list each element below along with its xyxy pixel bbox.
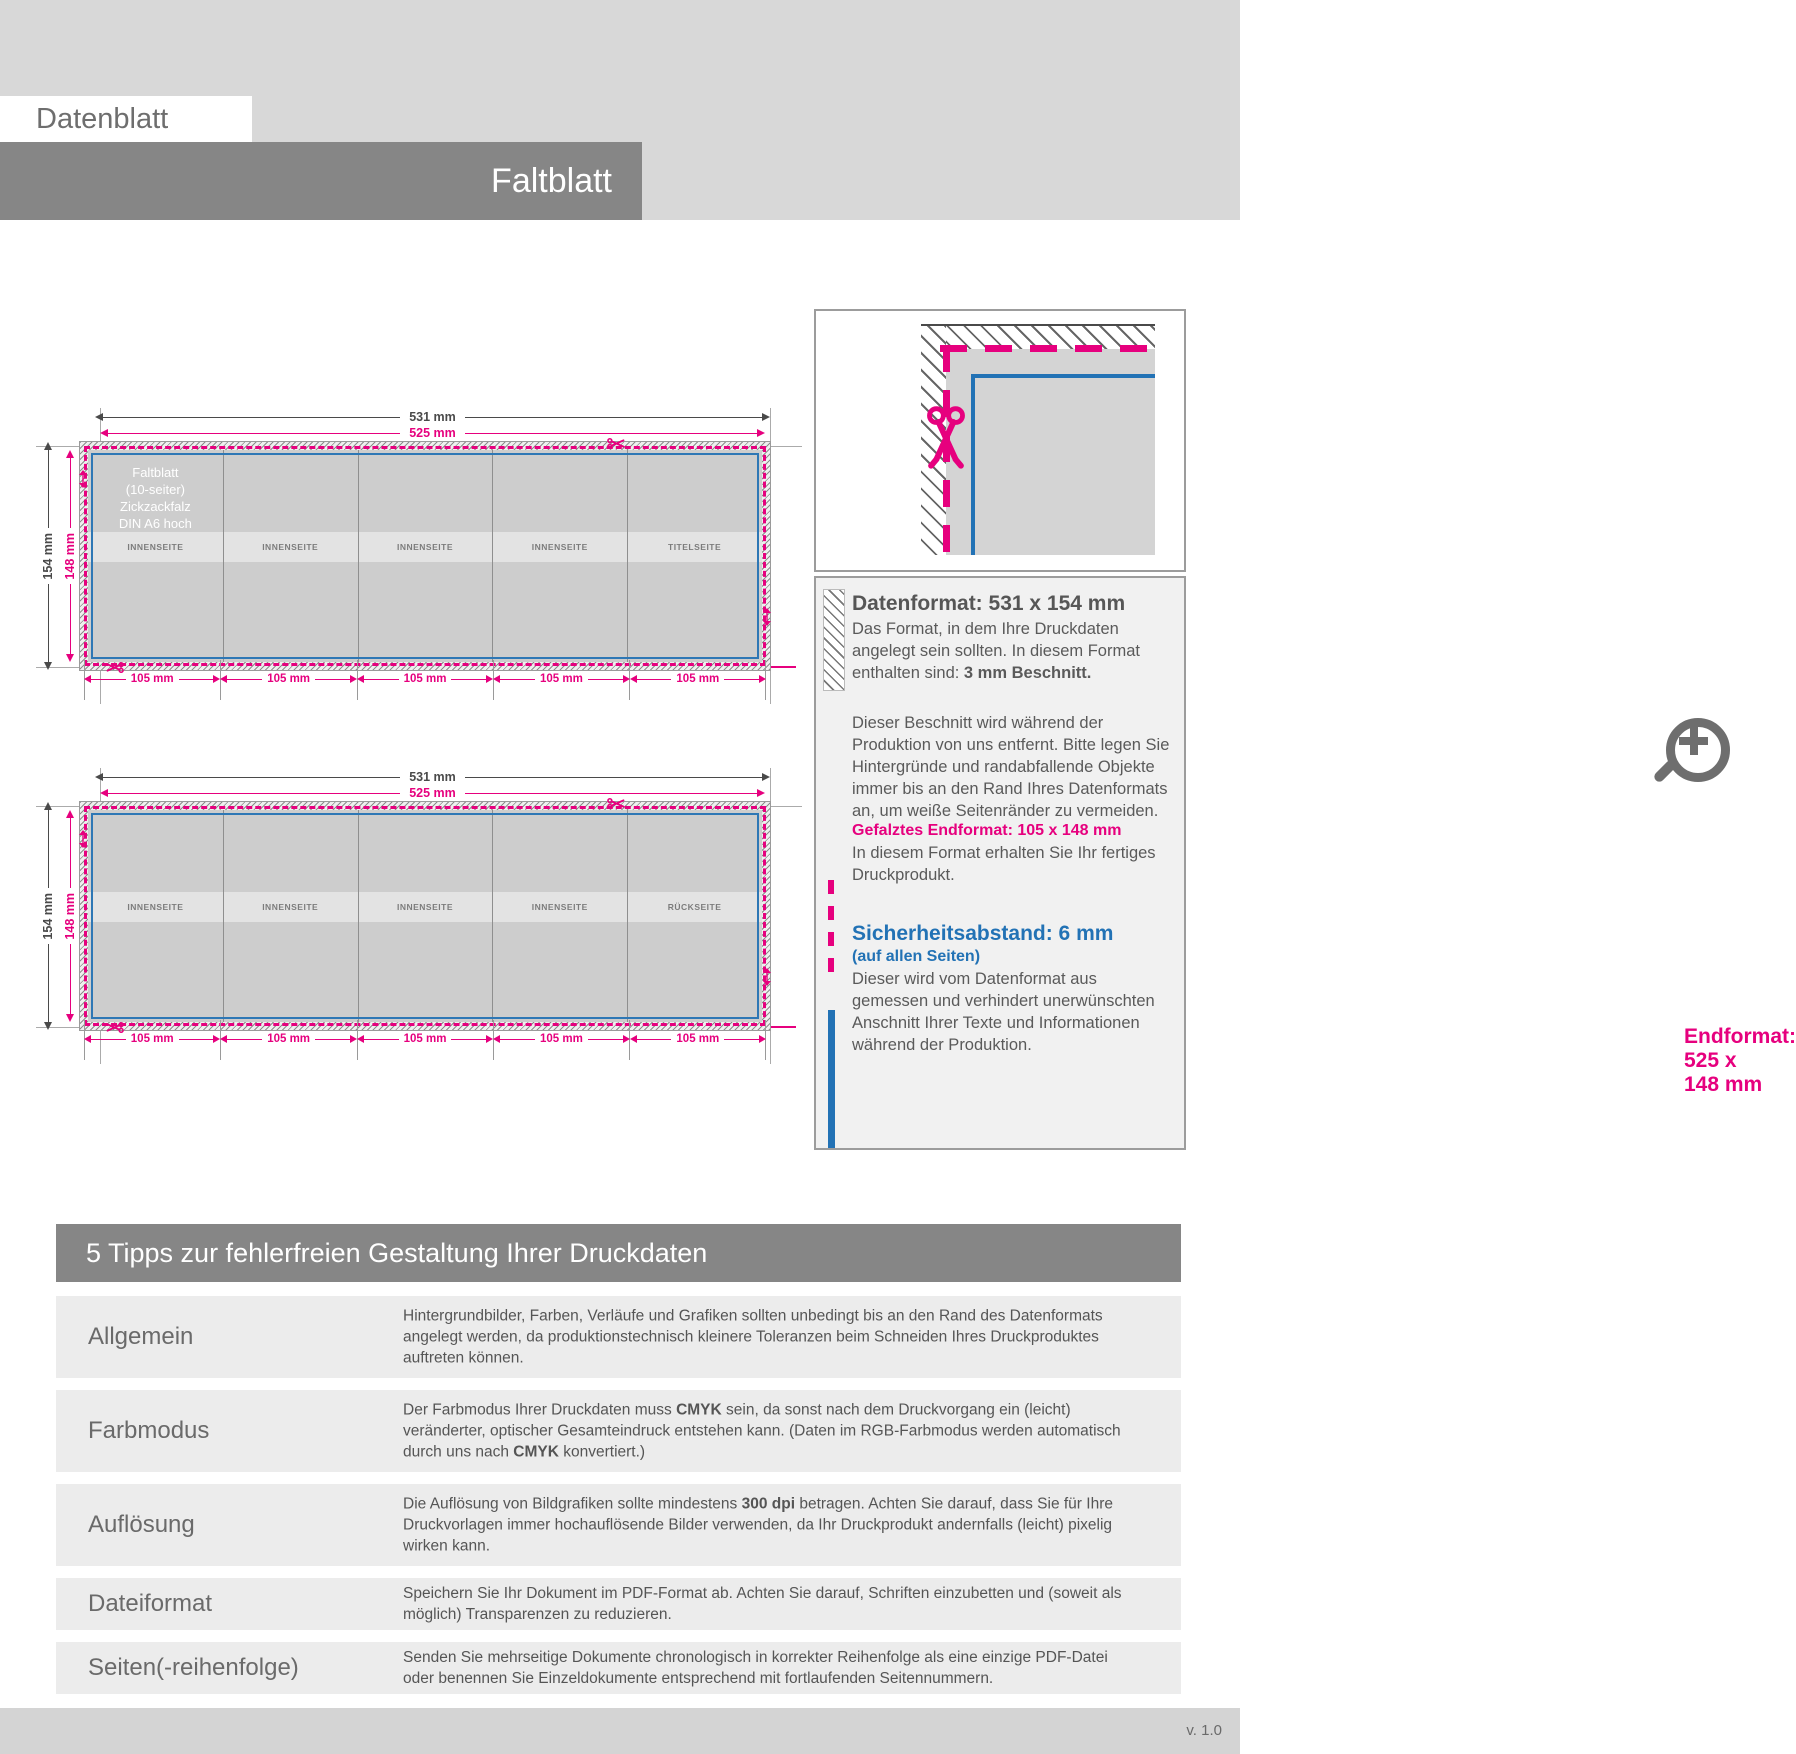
panel-label: TITELSEITE bbox=[668, 542, 722, 552]
trim-swatch-icon bbox=[828, 880, 834, 980]
corner-zoom-illustration bbox=[814, 309, 1186, 572]
dim-label: 105 mm bbox=[267, 673, 311, 685]
product-spec-note: Faltblatt (10-seiter) Zickzackfalz DIN A6 hoch bbox=[118, 465, 192, 531]
panel-label: INNENSEITE bbox=[127, 902, 184, 912]
dim-label: 105 mm bbox=[403, 1033, 447, 1045]
bleed-arrow-icon bbox=[78, 470, 88, 488]
product-title-bar: Faltblatt bbox=[0, 142, 642, 220]
dim-label: 105 mm bbox=[267, 1033, 311, 1045]
dim-label: 154 mm bbox=[41, 532, 55, 580]
version-footer: v. 1.0 bbox=[0, 1708, 1240, 1754]
trim-body: In diesem Format erhalten Sie Ihr fertiges Druckprodukt. bbox=[852, 844, 1156, 884]
tips-heading-bar: 5 Tipps zur fehlerfreien Gestaltung Ihrer Druckdaten bbox=[56, 1224, 1181, 1282]
dim-label: 105 mm bbox=[676, 673, 720, 685]
bleed-body: Das Format, in dem Ihre Druckdaten angelegt sein sollten. In diesem Format enthalten sind: 3 mm Beschnitt. bbox=[852, 620, 1140, 682]
bleed-title: Datenformat: 531 x 154 mm bbox=[852, 592, 1126, 615]
dim-height-trim bbox=[62, 450, 78, 662]
panel-label: INNENSEITE bbox=[262, 542, 319, 552]
scissors-icon bbox=[607, 437, 626, 450]
tip-body: Der Farbmodus Ihrer Druckdaten muss CMYK sein, da sonst nach dem Druckvorgang ein (leicht) veränderter, optischer Gesamteindruck entstehen kann. (Daten im RGB-Farbmodus werden automatisch durch uns nach CMYK konvertiert.) bbox=[403, 1401, 1121, 1461]
tip-row-seitenreihenfolge bbox=[56, 1642, 1181, 1694]
tip-title: Auflösung bbox=[88, 1511, 195, 1538]
dim-label: 105 mm bbox=[676, 1033, 720, 1045]
safety-title: Sicherheitsabstand: 6 mm bbox=[852, 922, 1114, 945]
bleed-swatch-icon bbox=[824, 590, 844, 690]
panel-label: RÜCKSEITE bbox=[667, 902, 722, 912]
safety-margin-line bbox=[971, 374, 975, 555]
tip-title: Allgemein bbox=[88, 1323, 194, 1350]
dim-label: 531 mm bbox=[409, 409, 456, 424]
crop-helper-line bbox=[766, 1026, 796, 1028]
format-legend bbox=[814, 576, 1796, 1150]
bleed-frame bbox=[80, 802, 770, 1030]
dim-label: 525 mm bbox=[409, 425, 456, 440]
panel-label: INNENSEITE bbox=[262, 902, 319, 912]
tip-row-dateiformat bbox=[56, 1578, 1181, 1630]
panel-width-dims bbox=[84, 672, 766, 686]
tip-body: Senden Sie mehrseitige Dokumente chronologisch in korrekter Reihenfolge als eine einzige PDF-Datei oder benennen Sie Einzeldokumente entsprechend mit fortlaufenden Seitennummern. bbox=[403, 1649, 1108, 1687]
tip-title: Farbmodus bbox=[88, 1417, 210, 1444]
artwork-area bbox=[946, 349, 1155, 555]
crop-helper-line bbox=[770, 408, 771, 704]
dim-width-total bbox=[95, 410, 770, 424]
crop-helper-line bbox=[766, 806, 802, 807]
bleed-frame bbox=[80, 442, 770, 670]
dim-width-total bbox=[95, 770, 770, 784]
trim-subtitle: Gefalztes Endformat: 105 x 148 mm bbox=[852, 822, 1122, 839]
safety-swatch-icon bbox=[828, 1010, 835, 1148]
scissors-icon bbox=[607, 797, 626, 810]
bleed-arrow-icon bbox=[762, 968, 772, 986]
dim-label: 105 mm bbox=[403, 673, 447, 685]
tip-body: Hintergrundbilder, Farben, Verläufe und Grafiken sollten unbedingt bis an den Rand des Datenformats angelegt werden, da produktionstechnisch kleinere Toleranzen beim Schneiden Ihres Druckproduktes auftreten können. bbox=[403, 1307, 1103, 1367]
panel-width-dims bbox=[84, 1032, 766, 1046]
safety-subtitle: (auf allen Seiten) bbox=[852, 948, 981, 965]
dim-height-total bbox=[40, 442, 56, 670]
crop-helper-line bbox=[766, 446, 802, 447]
dim-label: 105 mm bbox=[540, 673, 583, 685]
dim-label: 531 mm bbox=[409, 769, 456, 784]
panel-label: INNENSEITE bbox=[127, 542, 184, 552]
dim-label: 525 mm bbox=[409, 785, 456, 800]
bleed-arrow-icon bbox=[78, 830, 88, 848]
tip-title: Dateiformat bbox=[88, 1590, 213, 1617]
panel-label: INNENSEITE bbox=[531, 902, 588, 912]
dim-label: 105 mm bbox=[540, 1033, 583, 1045]
magnifier-icon bbox=[1648, 716, 1728, 800]
tip-body: Speichern Sie Ihr Dokument im PDF-Format ab. Achten Sie darauf, Schriften einzubetten und (soweit als möglich) Transparenzen zu reduzieren. bbox=[403, 1585, 1122, 1623]
dim-label: 148 mm bbox=[63, 532, 77, 580]
dim-width-trim bbox=[100, 426, 765, 440]
doc-type-tab: Datenblatt bbox=[0, 96, 252, 142]
tip-row-aufloesung bbox=[56, 1484, 1181, 1566]
dim-label: 105 mm bbox=[130, 1033, 174, 1045]
crop-helper-line bbox=[770, 768, 771, 1064]
scissors-icon bbox=[924, 406, 968, 470]
dim-width-trim bbox=[100, 786, 765, 800]
dim-label: 148 mm bbox=[63, 892, 77, 940]
trim-dashed-line bbox=[940, 345, 1155, 352]
crop-helper-line bbox=[766, 666, 796, 668]
tip-title: Seiten(-reihenfolge) bbox=[88, 1654, 299, 1681]
tip-row-allgemein bbox=[56, 1296, 1181, 1378]
safety-margin-line bbox=[91, 453, 759, 659]
diagram-front bbox=[0, 404, 820, 714]
dim-height-total bbox=[40, 802, 56, 1030]
panel-label: INNENSEITE bbox=[531, 542, 588, 552]
panel-label: INNENSEITE bbox=[396, 542, 453, 552]
tip-row-farbmodus bbox=[56, 1390, 1181, 1472]
bleed-note: Dieser Beschnitt wird während der Produktion von uns entfernt. Bitte legen Sie Hintergründe und randabfallende Objekte immer bis an den Rand Ihres Datenformats an, um weiße Seitenränder zu vermeiden. bbox=[852, 714, 1170, 820]
bleed-arrow-icon bbox=[762, 608, 772, 626]
panel-label: INNENSEITE bbox=[396, 902, 453, 912]
trim-title: Endformat: 525 x 148 mm bbox=[1684, 1025, 1796, 1096]
dim-label: 154 mm bbox=[41, 892, 55, 940]
safety-margin-line bbox=[971, 374, 1155, 378]
diagram-back bbox=[0, 764, 820, 1074]
tip-body: Die Auflösung von Bildgrafiken sollte mindestens 300 dpi betragen. Achten Sie darauf, dass Sie für Ihre Druckvorlagen immer hochauflösende Bilder verwenden, da Ihr Druckprodukt andernfalls (leicht) pixelig wirken kann. bbox=[403, 1495, 1113, 1555]
dim-label: 105 mm bbox=[130, 673, 174, 685]
safety-margin-line bbox=[91, 813, 759, 1019]
dim-height-trim bbox=[62, 810, 78, 1022]
safety-body: Dieser wird vom Datenformat aus gemessen und verhindert unerwünschten Anschnitt Ihrer Texte und Informationen während der Produktion. bbox=[852, 970, 1155, 1054]
